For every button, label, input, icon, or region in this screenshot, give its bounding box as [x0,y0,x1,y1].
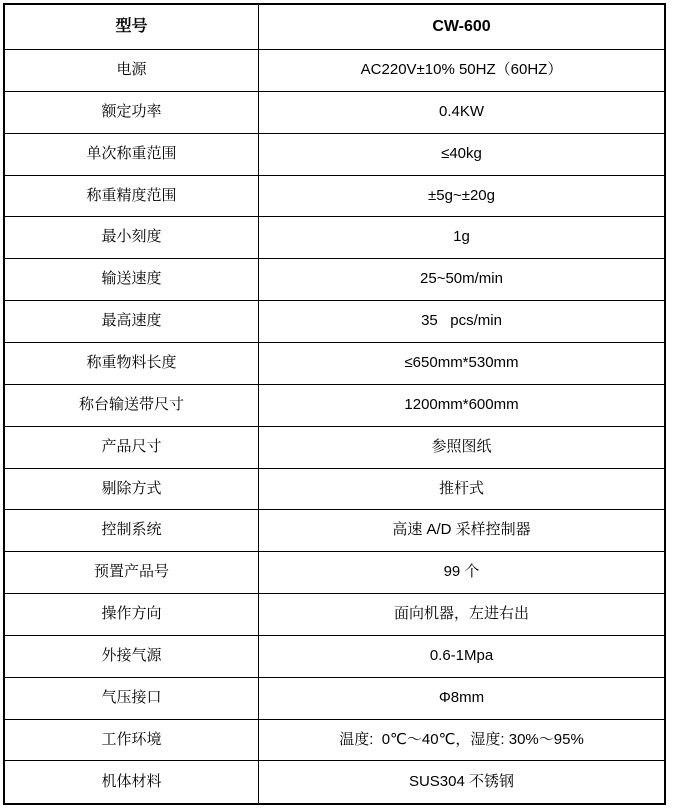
spec-row-label: 最小刻度 [4,217,259,259]
spec-row-label: 机体材料 [4,761,259,804]
spec-row [4,426,665,468]
spec-row-value: 推杆式 [259,468,666,510]
spec-header-row [4,4,665,50]
spec-row [4,175,665,217]
spec-row-label: 外接气源 [4,635,259,677]
spec-row [4,301,665,343]
spec-row-label: 气压接口 [4,677,259,719]
spec-row [4,342,665,384]
spec-row-label: 工作环境 [4,719,259,761]
spec-header-value: CW-600 [259,4,666,50]
spec-row-value: 1200mm*600mm [259,384,666,426]
spec-row-value: Φ8mm [259,677,666,719]
spec-row [4,552,665,594]
spec-row-value: 0.4KW [259,91,666,133]
spec-row-value: 温度: 0℃～40℃，湿度: 30%～95% [259,719,666,761]
spec-row-value: 0.6-1Mpa [259,635,666,677]
spec-row [4,133,665,175]
spec-row-value: AC220V±10% 50HZ（60HZ） [259,50,666,92]
spec-row-value: ≤40kg [259,133,666,175]
spec-row-label: 单次称重范围 [4,133,259,175]
spec-row [4,217,665,259]
spec-row [4,468,665,510]
spec-row-value: 99 个 [259,552,666,594]
spec-row-value: 高速 A/D 采样控制器 [259,510,666,552]
spec-row-label: 最高速度 [4,301,259,343]
spec-row [4,677,665,719]
spec-row-value: ≤650mm*530mm [259,342,666,384]
spec-row-label: 输送速度 [4,259,259,301]
spec-row-value: 参照图纸 [259,426,666,468]
spec-row-label: 称重物料长度 [4,342,259,384]
spec-row-label: 产品尺寸 [4,426,259,468]
spec-row-label: 额定功率 [4,91,259,133]
spec-row [4,91,665,133]
spec-row [4,719,665,761]
spec-row-label: 电源 [4,50,259,92]
spec-table-body [4,4,665,804]
spec-row-label: 预置产品号 [4,552,259,594]
spec-row [4,259,665,301]
spec-row-label: 剔除方式 [4,468,259,510]
spec-row-value: ±5g~±20g [259,175,666,217]
spec-row [4,50,665,92]
spec-row [4,594,665,636]
spec-header-label: 型号 [4,4,259,50]
spec-row [4,635,665,677]
spec-row [4,384,665,426]
spec-row-value: 35 pcs/min [259,301,666,343]
spec-row-value: 面向机器，左进右出 [259,594,666,636]
spec-row-value: SUS304 不锈钢 [259,761,666,804]
product-spec-table [3,3,666,805]
spec-row-label: 称重精度范围 [4,175,259,217]
spec-row [4,510,665,552]
spec-row-label: 控制系统 [4,510,259,552]
spec-row-value: 25~50m/min [259,259,666,301]
spec-row-label: 称台输送带尺寸 [4,384,259,426]
spec-row [4,761,665,804]
spec-row-label: 操作方向 [4,594,259,636]
spec-row-value: 1g [259,217,666,259]
